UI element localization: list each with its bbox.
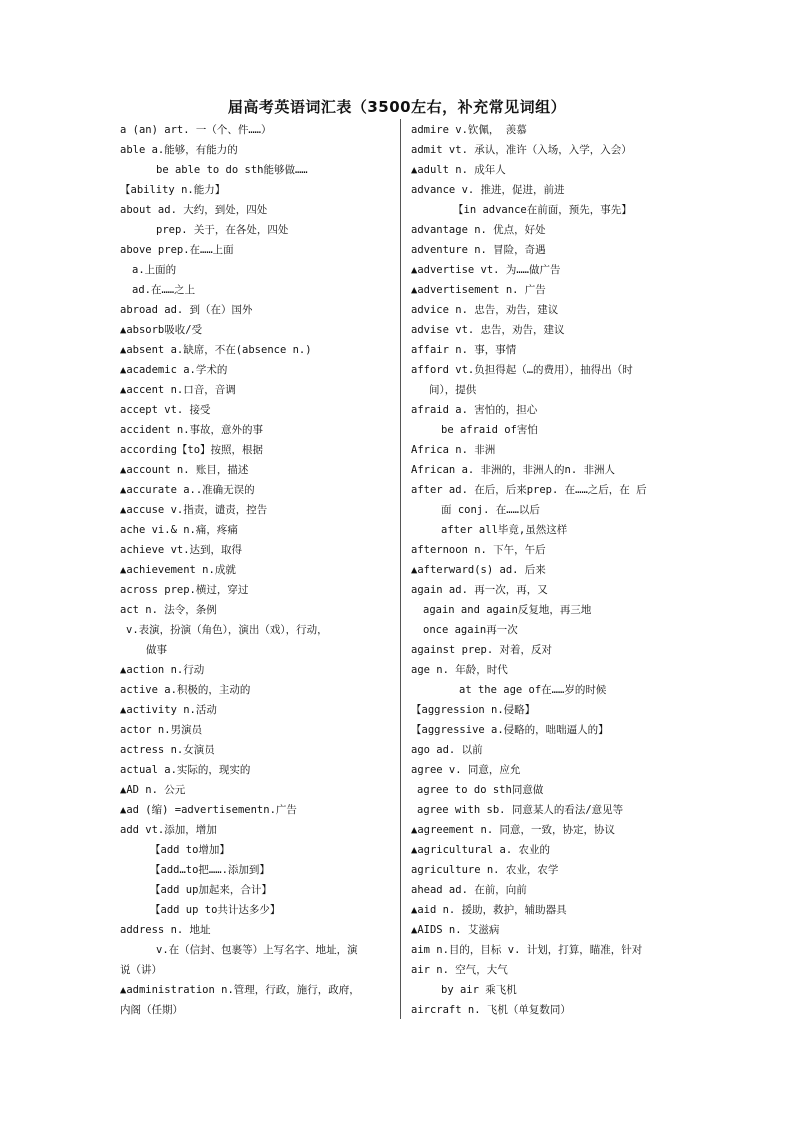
vocab-entry-line: affair n. 事，事情 xyxy=(411,344,517,356)
vocab-entry-line: ▲action n.行动 xyxy=(120,664,205,676)
vocab-entry-line: once again再一次 xyxy=(423,624,518,636)
vocab-entry-line: by air 乘飞机 xyxy=(441,984,517,996)
vocab-entry-line: be able to do sth能够做…… xyxy=(156,164,308,176)
left-column xyxy=(120,120,392,1020)
vocab-entry-line: ▲agreement n. 同意，一致，协定，协议 xyxy=(411,824,616,836)
vocab-entry-line: adventure n. 冒险，奇遇 xyxy=(411,244,546,256)
vocab-entry-line: ▲administration n.管理，行政，施行，政府， xyxy=(120,984,360,996)
vocab-entry-line: prep. 关于，在各处，四处 xyxy=(156,224,289,236)
vocab-entry-line: after ad. 在后，后来prep. 在……之后，在 后 xyxy=(411,484,647,496)
vocab-entry-line: ▲afterward(s) ad. 后来 xyxy=(411,564,546,576)
vocab-entry-line: able a.能够，有能力的 xyxy=(120,144,238,156)
vocab-entry-line: ▲AD n. 公元 xyxy=(120,784,186,796)
column-divider xyxy=(400,119,401,1019)
vocab-entry-line: 【add up to共计达多少】 xyxy=(150,904,281,916)
vocab-entry-line: age n. 年龄，时代 xyxy=(411,664,508,676)
vocab-entry-line: ▲absent a.缺席，不在(absence n.) xyxy=(120,344,312,356)
vocab-entry-line: against prep. 对着，反对 xyxy=(411,644,553,656)
vocab-entry-line: ▲aid n. 援助，救护，辅助器具 xyxy=(411,904,567,916)
vocab-entry-line: 【aggression n.侵略】 xyxy=(411,704,536,716)
vocab-entry-line: actual a.实际的，现实的 xyxy=(120,764,251,776)
vocab-entry-line: ago ad. 以前 xyxy=(411,744,483,756)
vocab-entry-line: ▲absorb吸收/受 xyxy=(120,324,203,336)
vocab-entry-line: ▲achievement n.成就 xyxy=(120,564,236,576)
vocab-entry-line: about ad. 大约，到处，四处 xyxy=(120,204,268,216)
vocab-entry-line: active a.积极的，主动的 xyxy=(120,684,251,696)
vocab-entry-line: 【aggressive a.侵略的，咄咄逼人的】 xyxy=(411,724,609,736)
vocab-entry-line: actor n.男演员 xyxy=(120,724,203,736)
vocab-entry-line: a.上面的 xyxy=(132,264,177,276)
vocab-entry-line: 面 conj. 在……以后 xyxy=(441,504,540,516)
vocab-entry-line: act n. 法令，条例 xyxy=(120,604,217,616)
vocab-entry-line: address n. 地址 xyxy=(120,924,211,936)
vocab-entry-line: be afraid of害怕 xyxy=(441,424,538,436)
vocab-entry-line: admire v.钦佩， 羡慕 xyxy=(411,124,527,136)
vocab-entry-line: ▲adult n. 成年人 xyxy=(411,164,506,176)
vocab-entry-line: again ad. 再一次，再，又 xyxy=(411,584,548,596)
vocab-entry-line: African a. 非洲的，非洲人的n. 非洲人 xyxy=(411,464,616,476)
vocab-entry-line: 间），提供 xyxy=(429,384,477,396)
vocab-entry-line: v.表演，扮演（角色），演出（戏），行动， xyxy=(126,624,328,636)
vocab-entry-line: ▲AIDS n. 艾滋病 xyxy=(411,924,500,936)
vocab-entry-line: ▲agricultural a. 农业的 xyxy=(411,844,550,856)
vocab-entry-line: advance v. 推进，促进，前进 xyxy=(411,184,565,196)
vocab-entry-line: air n. 空气，大气 xyxy=(411,964,508,976)
vocab-entry-line: agree v. 同意，应允 xyxy=(411,764,521,776)
vocab-entry-line: above prep.在……上面 xyxy=(120,244,234,256)
vocab-entry-line: achieve vt.达到，取得 xyxy=(120,544,243,556)
vocab-entry-line: Africa n. 非洲 xyxy=(411,444,496,456)
vocab-entry-line: aircraft n. 飞机（单复数同） xyxy=(411,1004,571,1016)
vocab-entry-line: 【add up加起来，合计】 xyxy=(150,884,272,896)
vocab-entry-line: 【add to增加】 xyxy=(150,844,230,856)
vocab-entry-line: again and again反复地，再三地 xyxy=(423,604,592,616)
vocab-entry-line: ▲activity n.活动 xyxy=(120,704,217,716)
vocab-entry-line: v.在（信封、包裹等）上写名字、地址，演 xyxy=(156,944,358,956)
vocab-entry-line: add vt.添加，增加 xyxy=(120,824,217,836)
vocab-entry-line: ▲advertise vt. 为……做广告 xyxy=(411,264,561,276)
vocab-entry-line: afternoon n. 下午，午后 xyxy=(411,544,546,556)
vocab-entry-line: ▲academic a.学术的 xyxy=(120,364,228,376)
vocab-entry-line: afford vt.负担得起（…的费用），抽得出（时 xyxy=(411,364,633,376)
vocab-entry-line: agree with sb. 同意某人的看法/意见等 xyxy=(417,804,624,816)
vocab-entry-line: ▲ad (缩) =advertisementn.广告 xyxy=(120,804,297,816)
vocab-entry-line: advice n. 忠告，劝告，建议 xyxy=(411,304,559,316)
vocab-entry-line: ▲account n. 账目，描述 xyxy=(120,464,249,476)
vocab-entry-line: 【add…to把…….添加到】 xyxy=(150,864,270,876)
vocab-entry-line: 做事 xyxy=(146,644,167,656)
vocab-entry-line: agree to do sth同意做 xyxy=(417,784,544,796)
document-title: 届高考英语词汇表（3500左右，补充常见词组） xyxy=(227,98,567,116)
vocab-entry-line: agriculture n. 农业，农学 xyxy=(411,864,559,876)
vocab-entry-line: across prep.横过，穿过 xyxy=(120,584,249,596)
vocab-entry-line: abroad ad. 到（在）国外 xyxy=(120,304,253,316)
vocab-entry-line: ▲accent n.口音，音调 xyxy=(120,384,236,396)
vocab-entry-line: ▲advertisement n. 广告 xyxy=(411,284,546,296)
vocab-entry-line: ahead ad. 在前，向前 xyxy=(411,884,527,896)
vocab-entry-line: 说（讲） xyxy=(120,964,162,976)
vocab-entry-line: accept vt. 接受 xyxy=(120,404,211,416)
vocab-entry-line: advise vt. 忠告，劝告，建议 xyxy=(411,324,565,336)
vocab-entry-line: a (an) art. 一（个、件……） xyxy=(120,124,272,136)
vocab-entry-line: according【to】按照，根据 xyxy=(120,444,264,456)
vocab-entry-line: admit vt. 承认，准许（入场，入学，入会） xyxy=(411,144,632,156)
vocab-entry-line: ache vi.& n.痛，疼痛 xyxy=(120,524,238,536)
vocab-entry-line: actress n.女演员 xyxy=(120,744,215,756)
vocab-entry-line: advantage n. 优点，好处 xyxy=(411,224,546,236)
vocab-entry-line: ▲accuse v.指责，谴责，控告 xyxy=(120,504,268,516)
right-column xyxy=(411,120,681,1020)
vocab-entry-line: after all毕竟,虽然这样 xyxy=(441,524,568,536)
vocab-entry-line: 【in advance在前面，预先，事先】 xyxy=(453,204,632,216)
vocab-entry-line: ▲accurate a..准确无误的 xyxy=(120,484,255,496)
vocab-entry-line: ad.在……之上 xyxy=(132,284,196,296)
vocab-entry-line: 【ability n.能力】 xyxy=(120,184,226,196)
vocab-entry-line: at the age of在……岁的时候 xyxy=(459,684,607,696)
vocab-entry-line: accident n.事故，意外的事 xyxy=(120,424,264,436)
vocab-entry-line: aim n.目的，目标 v. 计划，打算，瞄准，针对 xyxy=(411,944,643,956)
vocab-entry-line: afraid a. 害怕的，担心 xyxy=(411,404,538,416)
vocab-entry-line: 内阁（任期） xyxy=(120,1004,183,1016)
